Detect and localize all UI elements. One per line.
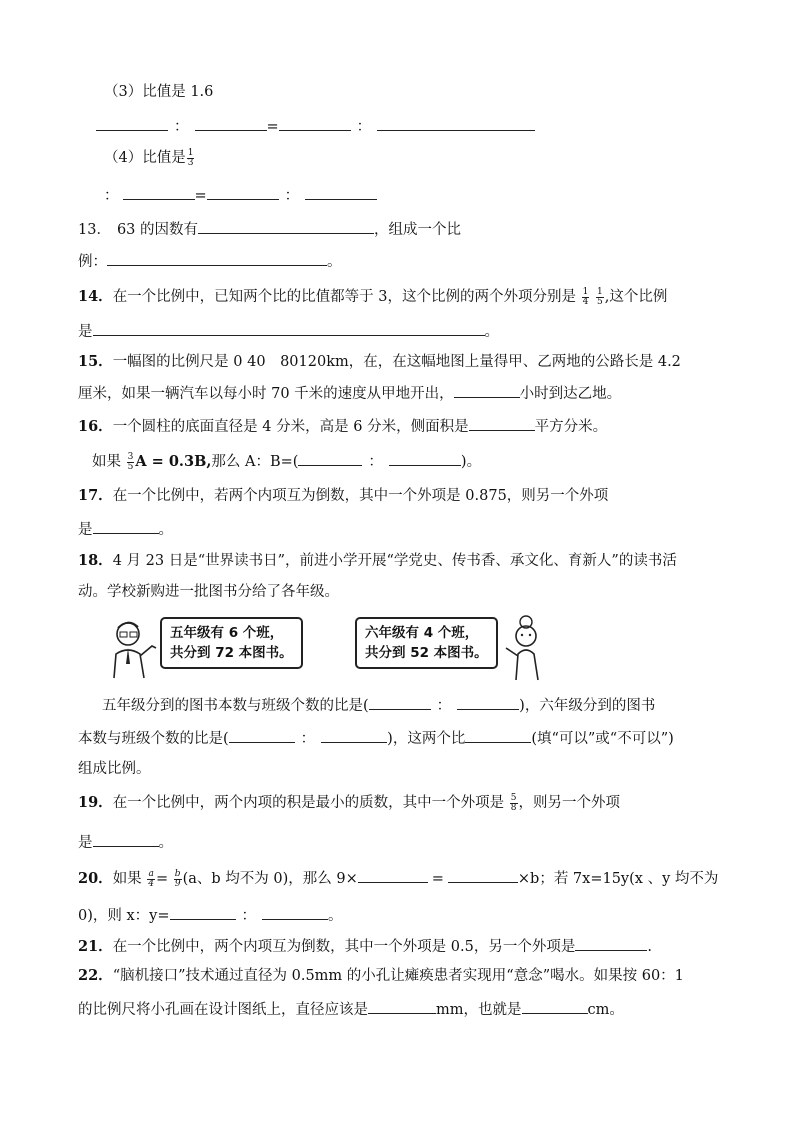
answer-blank[interactable] xyxy=(389,450,461,466)
teacher-man-illustration xyxy=(100,614,160,680)
q17-line1: 17．在一个比例中，若两个内项互为倒数，其中一个外项是 0.875，则另一个外项 xyxy=(78,487,609,504)
answer-blank[interactable] xyxy=(123,184,195,200)
fraction: $\frac{b}{9}$ xyxy=(174,868,181,889)
answer-blank[interactable] xyxy=(207,184,279,200)
q21-line1: 21．在一个比例中，两个内项互为倒数，其中一个外项是 0.5，另一个外项是 . xyxy=(78,935,652,957)
q12-4-answer-row: ： = ： xyxy=(104,184,377,206)
q16-line1: 16．一个圆柱的底面直径是 4 分米，高是 6 分米，侧面积是 平方分米。 xyxy=(78,415,607,437)
teacher-woman-illustration xyxy=(500,612,548,682)
q14-line1: 14．在一个比例中，已知两个比的比值都等于 3，这个比例的两个外项分别是 $\frac{1}{4}$ $\frac{1}{5}$ ,这个比例 xyxy=(78,286,668,307)
answer-blank[interactable] xyxy=(358,867,428,883)
answer-blank[interactable] xyxy=(262,904,328,920)
answer-blank[interactable] xyxy=(377,115,535,131)
answer-blank[interactable] xyxy=(454,382,520,398)
q15-line2: 厘米，如果一辆汽车以每小时 70 千米的速度从甲地开出， 小时到达乙地。 xyxy=(78,382,621,404)
fraction: $\frac{1}{4}$ xyxy=(582,286,589,307)
q13-line1: 13． 63 的因数有 ，组成一个比 xyxy=(78,218,461,240)
fraction: $\frac{5}{8}$ xyxy=(510,792,517,813)
answer-blank[interactable] xyxy=(368,998,436,1014)
q22-line1: 22．“脑机接口”技术通过直径为 0.5mm 的小孔让瘫痪患者实现用“意念”喝水。如果按 60：1 xyxy=(78,967,684,984)
q16-line2: 如果 $\frac{3}{5}$ A = 0.3B,那么 A：B=( ： )。 xyxy=(92,451,482,472)
q13-line2: 例： 。 xyxy=(78,250,342,272)
q14-line2: 是 。 xyxy=(78,320,499,342)
answer-blank[interactable] xyxy=(465,727,531,743)
q19-line1: 19．在一个比例中，两个内项的积是最小的质数，其中一个外项是 $\frac{5}{8}$ ，则另一个外项 xyxy=(78,792,621,813)
answer-blank[interactable] xyxy=(96,115,168,131)
answer-blank[interactable] xyxy=(93,831,159,847)
answer-blank[interactable] xyxy=(522,998,588,1014)
answer-blank[interactable] xyxy=(279,115,351,131)
answer-blank[interactable] xyxy=(457,694,519,710)
answer-blank[interactable] xyxy=(469,415,535,431)
fraction: $\frac{1}{3}$ xyxy=(187,147,194,168)
answer-blank[interactable] xyxy=(575,935,647,951)
answer-blank[interactable] xyxy=(229,727,295,743)
q12-4-label: （4）比值是 $\frac{1}{3}$ xyxy=(104,147,194,168)
answer-blank[interactable] xyxy=(305,184,377,200)
fraction: $\frac{3}{5}$ xyxy=(127,451,134,472)
q20-line1: 20．如果 $\frac{a}{4}$ = $\frac{b}{9}$ (a、b 均不为 0)，那么 9× = ×b；若 7x=15y(x 、y 均不为 xyxy=(78,868,719,889)
q18-line3: 五年级分到的图书本数与班级个数的比是( ： )，六年级分到的图书 xyxy=(102,694,655,716)
fraction: $\frac{a}{4}$ xyxy=(148,868,155,889)
q18-line1: 18．4 月 23 日是“世界读书日”，前进小学开展“学党史、传书香、承文化、育新人”的读书活 xyxy=(78,552,677,569)
speech-bubble-grade5: 五年级有 6 个班， 共分到 72 本图书。 xyxy=(160,617,303,669)
q19-line2: 是 。 xyxy=(78,831,173,853)
fraction: $\frac{1}{5}$ xyxy=(596,286,603,307)
answer-blank[interactable] xyxy=(195,115,267,131)
answer-blank[interactable] xyxy=(448,867,518,883)
speech-bubble-grade6: 六年级有 4 个班， 共分到 52 本图书。 xyxy=(355,617,498,669)
answer-blank[interactable] xyxy=(298,450,362,466)
q18-line4: 本数与班级个数的比是( ： )，这两个比 (填“可以”或“不可以”) xyxy=(78,727,674,749)
q20-line2: 0)，则 x：y= ： 。 xyxy=(78,904,343,926)
q22-line2: 的比例尺将小孔画在设计图纸上，直径应该是 mm，也就是 cm。 xyxy=(78,998,624,1020)
answer-blank[interactable] xyxy=(93,320,485,336)
q15-line1: 15．一幅图的比例尺是 0 40 80120km，在，在这幅地图上量得甲、乙两地的公路长是 4.2 xyxy=(78,353,681,370)
q18-line5: 组成比例。 xyxy=(78,761,151,777)
q12-3-answer-row: ： = ： xyxy=(96,115,535,137)
q12-3-label: （3）比值是 1.6 xyxy=(104,84,214,100)
q17-line2: 是 。 xyxy=(78,518,173,540)
answer-blank[interactable] xyxy=(107,250,327,266)
answer-blank[interactable] xyxy=(198,218,374,234)
answer-blank[interactable] xyxy=(321,727,387,743)
answer-blank[interactable] xyxy=(369,694,431,710)
q18-line2: 动。学校新购进一批图书分给了各年级。 xyxy=(78,584,339,600)
answer-blank[interactable] xyxy=(93,518,159,534)
answer-blank[interactable] xyxy=(170,904,236,920)
